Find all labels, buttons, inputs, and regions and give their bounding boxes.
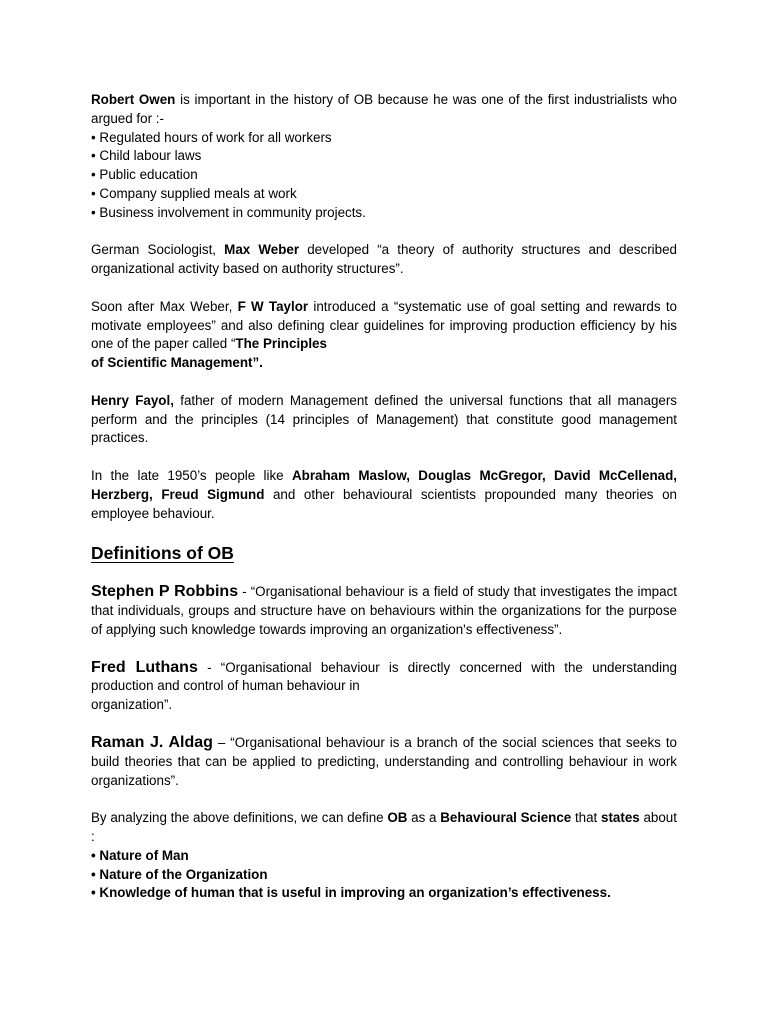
taylor-name: F W Taylor: [237, 298, 309, 314]
owen-paragraph: [91, 91, 677, 223]
list-item: [91, 884, 677, 903]
conclusion-text-2: as a: [407, 810, 441, 826]
aldag-name: Raman J. Aldag: [91, 733, 213, 751]
conclusion-list: [91, 847, 677, 903]
conclusion-intro: [91, 810, 677, 844]
taylor-title-2: of Scientific Management”.: [91, 355, 263, 371]
owen-text: is important in the history of OB because he was one of the first industrialists who argued for :-: [91, 92, 678, 126]
list-item: • Company supplied meals at work: [91, 185, 297, 201]
robbins-name: Stephen P Robbins: [91, 583, 239, 601]
taylor-pre: Soon after Max Weber,: [91, 298, 238, 314]
owen-name: Robert Owen: [91, 92, 176, 107]
conclusion-bold-science: Behavioural Science: [440, 810, 572, 826]
conclusion-paragraph: [91, 809, 677, 903]
weber-pre: German Sociologist,: [91, 242, 225, 258]
conclusion-text-3: that: [571, 810, 602, 826]
weber-name: Max Weber: [224, 242, 300, 258]
weber-text: developed “a theory of authority structures and described organizational activity based on authority structures”.: [91, 242, 678, 277]
fayol-paragraph: [91, 392, 677, 448]
list-item-text: • Knowledge of human that is useful in improving an organization’s effectiveness.: [91, 885, 611, 901]
weber-paragraph: [91, 241, 677, 279]
list-item-text: • Nature of the Organization: [91, 866, 268, 882]
aldag-text: – “Organisational behaviour is a branch of the social sciences that seeks to build theories that can be applied to predicting, understanding and controlling behaviour in work organizations”.: [91, 734, 678, 788]
definitions-heading: Definitions of OB: [91, 543, 234, 564]
fayol-text: father of modern Management defined the universal functions that all managers perform and the principles (14 principles of Management) that constitute good management practices.: [91, 392, 677, 446]
robbins-text: - “Organisational behaviour is a field of study that investigates the impact that individuals, groups and structure have on behaviours within the organizations for the purpose of applying such knowledge towards improving an organization's effectiveness”.: [91, 584, 677, 637]
list-item: • Regulated hours of work for all workers: [91, 129, 332, 145]
conclusion-bold-ob: OB: [387, 810, 408, 826]
fifties-text: and other behavioural scientists propounded many theories on employee behaviour.: [91, 486, 677, 521]
owen-intro: [91, 92, 677, 126]
taylor-title-1: The Principles: [235, 336, 327, 352]
fifties-paragraph: [91, 467, 677, 523]
luthans-definition: [91, 659, 677, 715]
list-item: [91, 866, 677, 885]
luthans-text-2: organization”.: [91, 697, 173, 713]
conclusion-text-4: about :: [91, 810, 677, 845]
taylor-text: introduced a “systematic use of goal setting and rewards to motivate employees” and also defining clear guidelines for improving production efficiency by his one of the paper called “: [91, 298, 677, 352]
taylor-paragraph: [91, 298, 677, 373]
luthans-name: Fred Luthans: [91, 658, 198, 676]
fifties-pre: In the late 1950’s people like: [91, 467, 292, 483]
fifties-names: Abraham Maslow, Douglas McGregor, David McCellenad, Herzberg, Freud Sigmund: [91, 467, 677, 502]
list-item-text: • Nature of Man: [91, 847, 189, 863]
fayol-name: Henry Fayol,: [91, 392, 174, 408]
owen-list: [91, 129, 677, 223]
list-item: • Public education: [91, 167, 198, 183]
robbins-definition: [91, 583, 677, 639]
document-body: [91, 91, 677, 922]
conclusion-bold-states: states: [601, 810, 640, 826]
list-item: • Business involvement in community projects.: [91, 204, 366, 220]
aldag-definition: [91, 734, 677, 790]
list-item: • Child labour laws: [91, 148, 202, 164]
conclusion-text-1: By analyzing the above definitions, we can define: [91, 810, 388, 826]
luthans-text: - “Organisational behaviour is directly concerned with the understanding production and control of human behaviour in: [91, 659, 677, 694]
list-item: [91, 847, 677, 866]
